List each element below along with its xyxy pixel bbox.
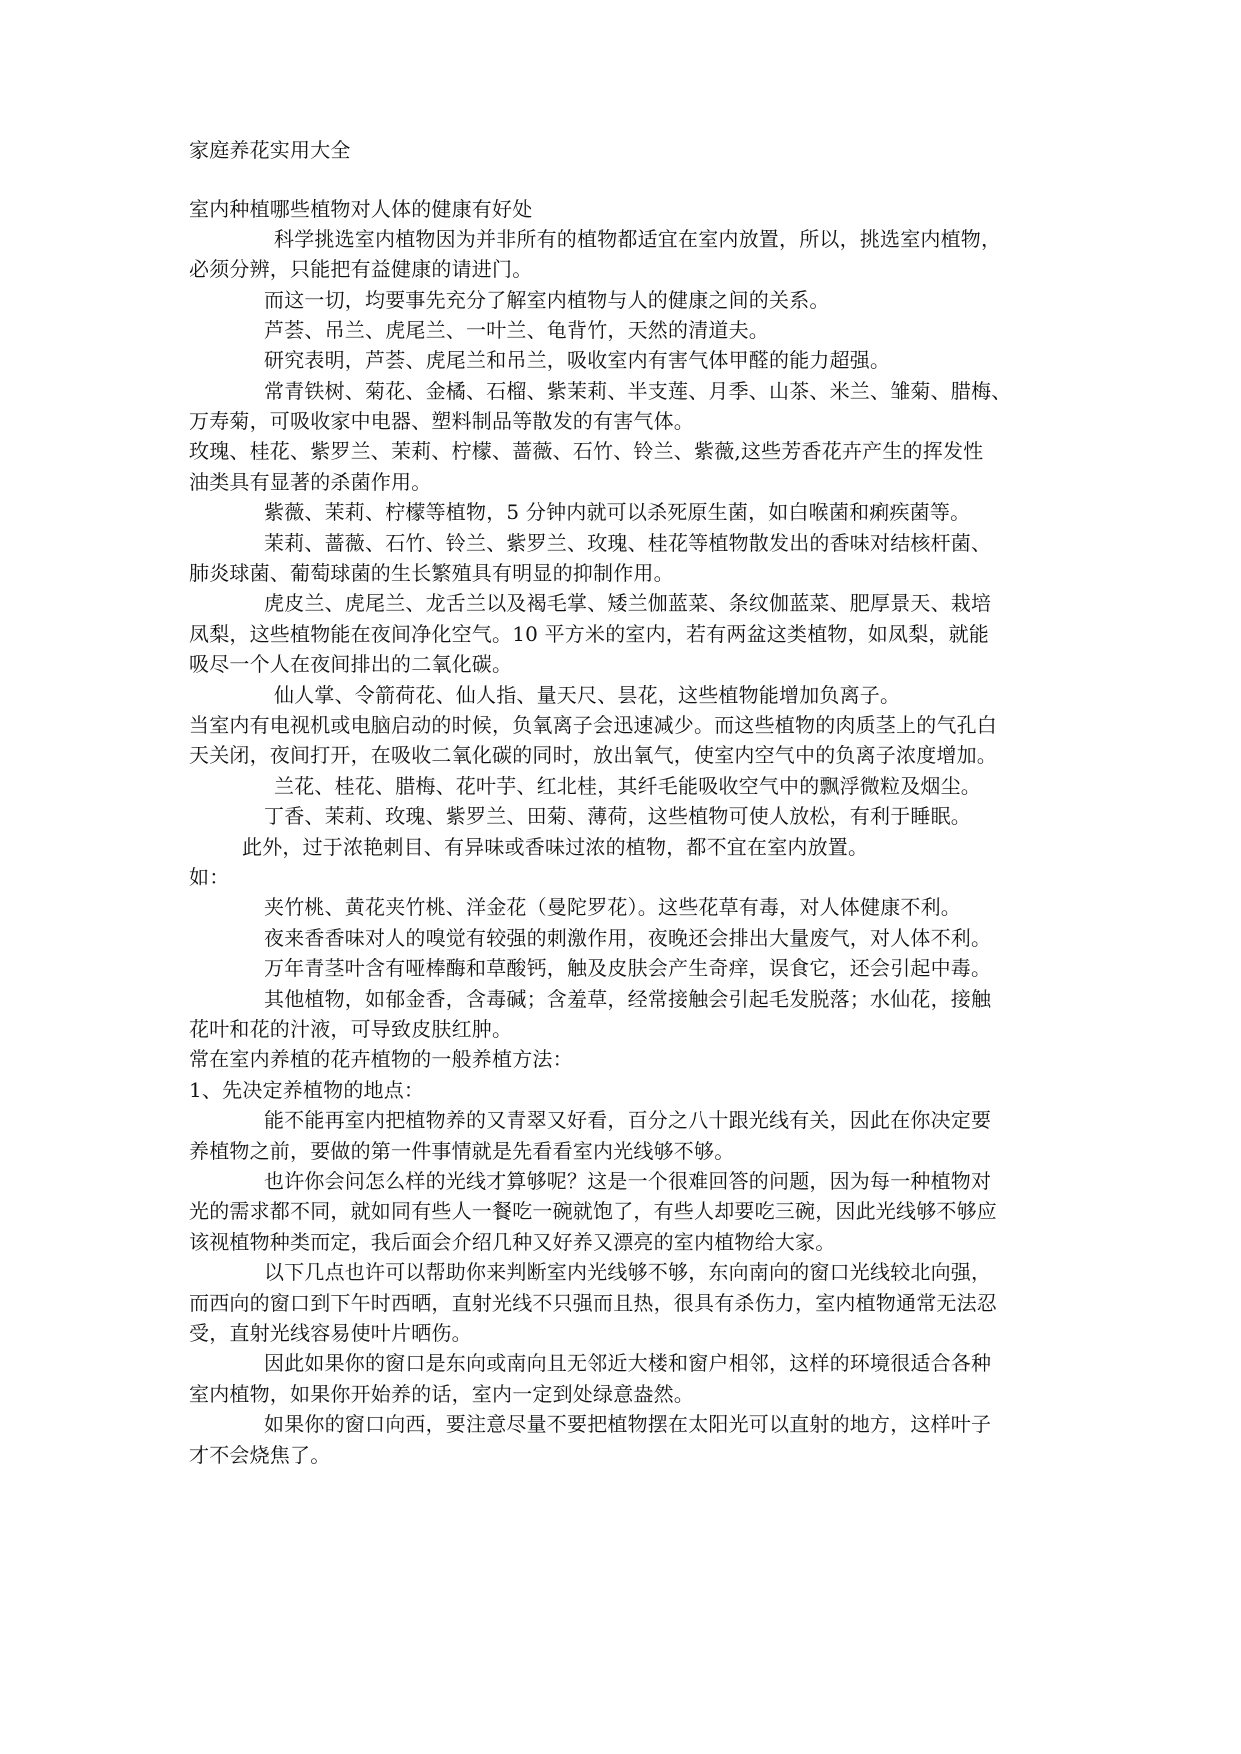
paragraph-line: 因此如果你的窗口是东向或南向且无邻近大楼和窗户相邻，这样的环境很适合各种 <box>264 1351 992 1375</box>
paragraph-line: 兰花、桂花、腊梅、花叶芋、红北桂，其纤毛能吸收空气中的飘浮微粒及烟尘。 <box>274 774 981 798</box>
paragraph-line: 夜来香香味对人的嗅觉有较强的刺激作用，夜晚还会排出大量废气，对人体不利。 <box>264 926 992 950</box>
paragraph-line: 受，直射光线容易使叶片晒伤。 <box>189 1321 472 1345</box>
paragraph-line: 万年青茎叶含有哑棒酶和草酸钙，触及皮肤会产生奇痒，误食它，还会引起中毒。 <box>264 956 992 980</box>
paragraph-line: 花叶和花的汁液，可导致皮肤红肿。 <box>189 1017 513 1041</box>
paragraph-line: 虎皮兰、虎尾兰、龙舌兰以及褐毛掌、矮兰伽蓝菜、条纹伽蓝菜、肥厚景天、栽培 <box>264 591 992 615</box>
paragraph-line: 研究表明，芦荟、虎尾兰和吊兰，吸收室内有害气体甲醛的能力超强。 <box>264 348 891 372</box>
paragraph-line: 丁香、茉莉、玫瑰、紫罗兰、田菊、薄荷，这些植物可使人放松，有利于睡眠。 <box>264 804 971 828</box>
paragraph-line: 其他植物，如郁金香，含毒碱；含羞草，经常接触会引起毛发脱落；水仙花，接触 <box>264 987 992 1011</box>
section-heading: 室内种植哪些植物对人体的健康有好处 <box>189 197 533 221</box>
paragraph-line: 也许你会问怎么样的光线才算够呢？这是一个很难回答的问题，因为每一种植物对 <box>264 1169 992 1193</box>
paragraph-line: 能不能再室内把植物养的又青翠又好看，百分之八十跟光线有关，因此在你决定要 <box>264 1108 992 1132</box>
paragraph-line: 必须分辨，只能把有益健康的请进门。 <box>189 257 533 281</box>
paragraph-line: 以下几点也许可以帮助你来判断室内光线够不够，东向南向的窗口光线较北向强， <box>264 1260 992 1284</box>
paragraph-line: 紫薇、茉莉、柠檬等植物，5 分钟内就可以杀死原生菌，如白喉菌和痢疾菌等。 <box>264 500 971 524</box>
paragraph-line: 凤梨，这些植物能在夜间净化空气。10 平方米的室内，若有两盆这类植物，如凤梨，就能 <box>189 622 990 646</box>
paragraph-line: 如： <box>189 865 230 889</box>
paragraph-line: 如果你的窗口向西，要注意尽量不要把植物摆在太阳光可以直射的地方，这样叶子 <box>264 1412 992 1436</box>
paragraph-line: 油类具有显著的杀菌作用。 <box>189 470 432 494</box>
paragraph-line: 室内植物，如果你开始养的话，室内一定到处绿意盎然。 <box>189 1382 694 1406</box>
paragraph-line: 养植物之前，要做的第一件事情就是先看看室内光线够不够。 <box>189 1139 735 1163</box>
paragraph-line: 该视植物种类而定，我后面会介绍几种又好养又漂亮的室内植物给大家。 <box>189 1230 836 1254</box>
paragraph-line: 而这一切，均要事先充分了解室内植物与人的健康之间的关系。 <box>264 288 830 312</box>
paragraph-line: 万寿菊，可吸收家中电器、塑料制品等散发的有害气体。 <box>189 409 694 433</box>
paragraph-line: 而西向的窗口到下午时西晒，直射光线不只强而且热，很具有杀伤力，室内植物通常无法忍 <box>189 1291 997 1315</box>
paragraph-line: 吸尽一个人在夜间排出的二氧化碳。 <box>189 652 513 676</box>
paragraph-line: 光的需求都不同，就如同有些人一餐吃一碗就饱了，有些人却要吃三碗，因此光线够不够应 <box>189 1199 997 1223</box>
paragraph-line: 此外，过于浓艳刺目、有异味或香味过浓的植物，都不宜在室内放置。 <box>242 835 869 859</box>
document-title: 家庭养花实用大全 <box>189 138 351 162</box>
paragraph-line: 天关闭，夜间打开，在吸收二氧化碳的同时，放出氧气，使室内空气中的负离子浓度增加。 <box>189 743 997 767</box>
paragraph-line: 茉莉、蔷薇、石竹、铃兰、紫罗兰、玫瑰、桂花等植物散发出的香味对结核杆菌、 <box>264 531 992 555</box>
paragraph-line: 肺炎球菌、葡萄球菌的生长繁殖具有明显的抑制作用。 <box>189 561 674 585</box>
section-heading: 1、先决定养植物的地点： <box>189 1078 425 1102</box>
paragraph-line: 科学挑选室内植物因为并非所有的植物都适宜在室内放置，所以，挑选室内植物， <box>274 227 1002 251</box>
paragraph-line: 常青铁树、菊花、金橘、石榴、紫茉莉、半支莲、月季、山茶、米兰、雏菊、腊梅、 <box>264 379 1012 403</box>
paragraph-line: 才不会烧焦了。 <box>189 1443 331 1467</box>
paragraph-line: 夹竹桃、黄花夹竹桃、洋金花（曼陀罗花）。这些花草有毒，对人体健康不利。 <box>264 895 961 919</box>
paragraph-line: 当室内有电视机或电脑启动的时候，负氧离子会迅速减少。而这些植物的肉质茎上的气孔白 <box>189 713 997 737</box>
paragraph-line: 仙人掌、令箭荷花、仙人指、量天尺、昙花，这些植物能增加负离子。 <box>274 683 901 707</box>
section-heading: 常在室内养植的花卉植物的一般养植方法： <box>189 1047 573 1071</box>
paragraph-line: 玫瑰、桂花、紫罗兰、茉莉、柠檬、蔷薇、石竹、铃兰、紫薇,这些芳香花卉产生的挥发性 <box>189 439 984 463</box>
paragraph-line: 芦荟、吊兰、虎尾兰、一叶兰、龟背竹，天然的清道夫。 <box>264 318 769 342</box>
